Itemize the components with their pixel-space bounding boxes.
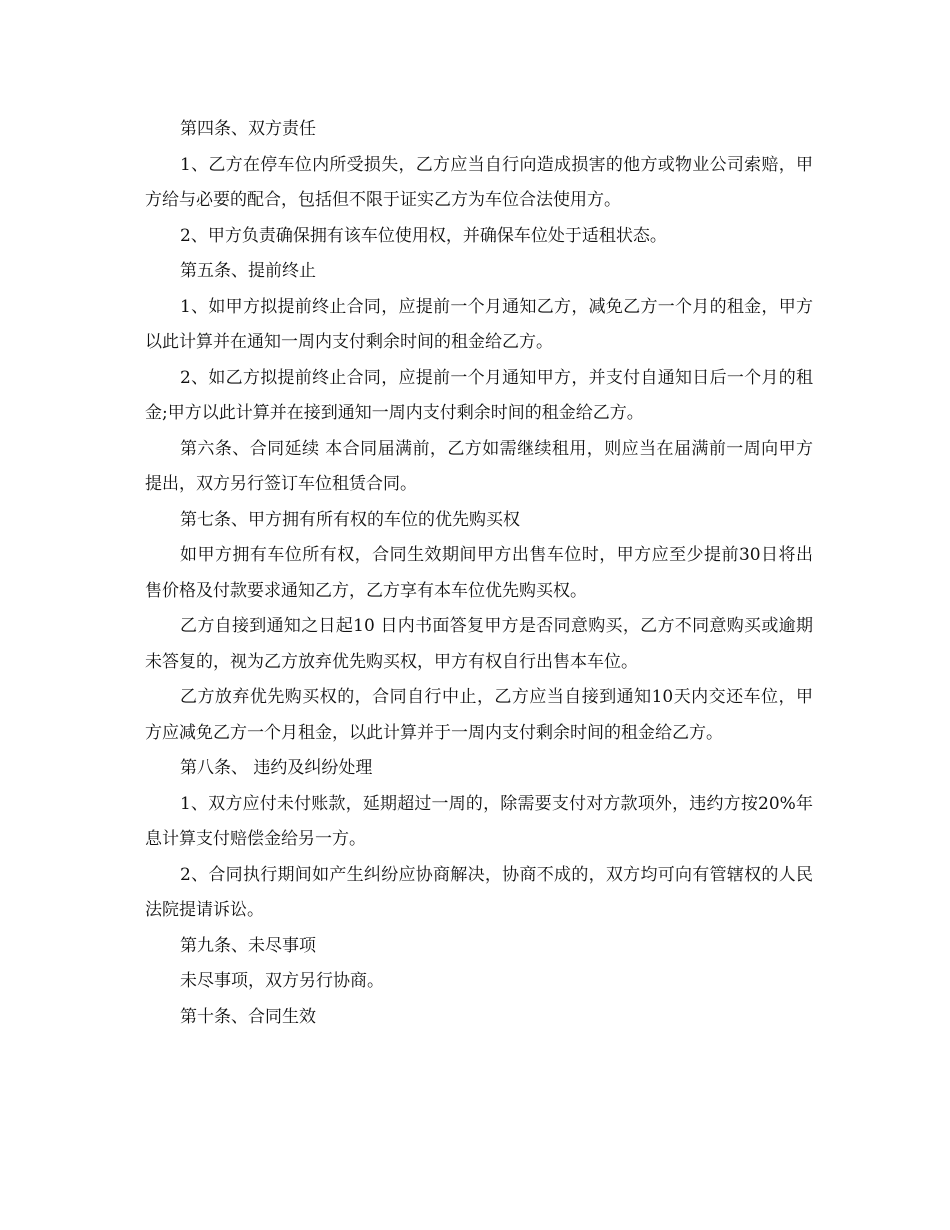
- article-5-heading: 第五条、提前终止: [180, 261, 316, 281]
- article-7-paragraph-2: 乙方自接到通知之日起10 日内书面答复甲方是否同意购买，乙方不同意购买或逾期未答复的，视为乙方放弃优先购买权，甲方有权自行出售本车位。: [145, 616, 813, 672]
- article-5-clause-2: 2、如乙方拟提前终止合同，应提前一个月通知甲方，并支付自通知日后一个月的租金;甲方以此计算并在接到通知一周内支付剩余时间的租金给乙方。: [145, 367, 813, 423]
- article-9-heading: 第九条、未尽事项: [180, 935, 316, 956]
- article-4-clause-2: 2、甲方负责确保拥有该车位使用权，并确保车位处于适租状态。: [180, 225, 667, 246]
- article-8-heading: 第八条、 违约及纠纷处理: [180, 758, 373, 778]
- article-7-paragraph-3: 乙方放弃优先购买权的，合同自行中止，乙方应当自接到通知10天内交还车位，甲方应减免乙方一个月租金，以此计算并于一周内支付剩余时间的租金给乙方。: [145, 687, 813, 743]
- article-7-heading: 第七条、甲方拥有所有权的车位的优先购买权: [180, 509, 520, 530]
- article-8-clause-1: 1、双方应付未付账款，延期超过一周的，除需要支付对方款项外，违约方按20%年息计算支付赔偿金给另一方。: [145, 793, 813, 849]
- article-4-clause-1: 1、乙方在停车位内所受损失，乙方应当自行向造成损害的他方或物业公司索赔，甲方给与必要的配合，包括但不限于证实乙方为车位合法使用方。: [145, 154, 813, 210]
- article-10-heading: 第十条、合同生效: [180, 1006, 316, 1027]
- article-5-clause-1: 1、如甲方拟提前终止合同，应提前一个月通知乙方，减免乙方一个月的租金，甲方以此计算并在通知一周内支付剩余时间的租金给乙方。: [145, 296, 813, 352]
- article-6-paragraph: 第六条、合同延续 本合同届满前，乙方如需继续租用，则应当在届满前一周向甲方提出，双方另行签订车位租赁合同。: [145, 438, 813, 494]
- article-9-paragraph: 未尽事项，双方另行协商。: [180, 971, 384, 991]
- article-4-heading: 第四条、双方责任: [180, 119, 316, 139]
- article-7-paragraph-1: 如甲方拥有车位所有权，合同生效期间甲方出售车位时，甲方应至少提前30日将出售价格及付款要求通知乙方，乙方享有本车位优先购买权。: [145, 545, 813, 601]
- article-8-clause-2: 2、合同执行期间如产生纠纷应协商解决，协商不成的，双方均可向有管辖权的人民法院提请诉讼。: [145, 864, 813, 920]
- document-page: [145, 112, 813, 1035]
